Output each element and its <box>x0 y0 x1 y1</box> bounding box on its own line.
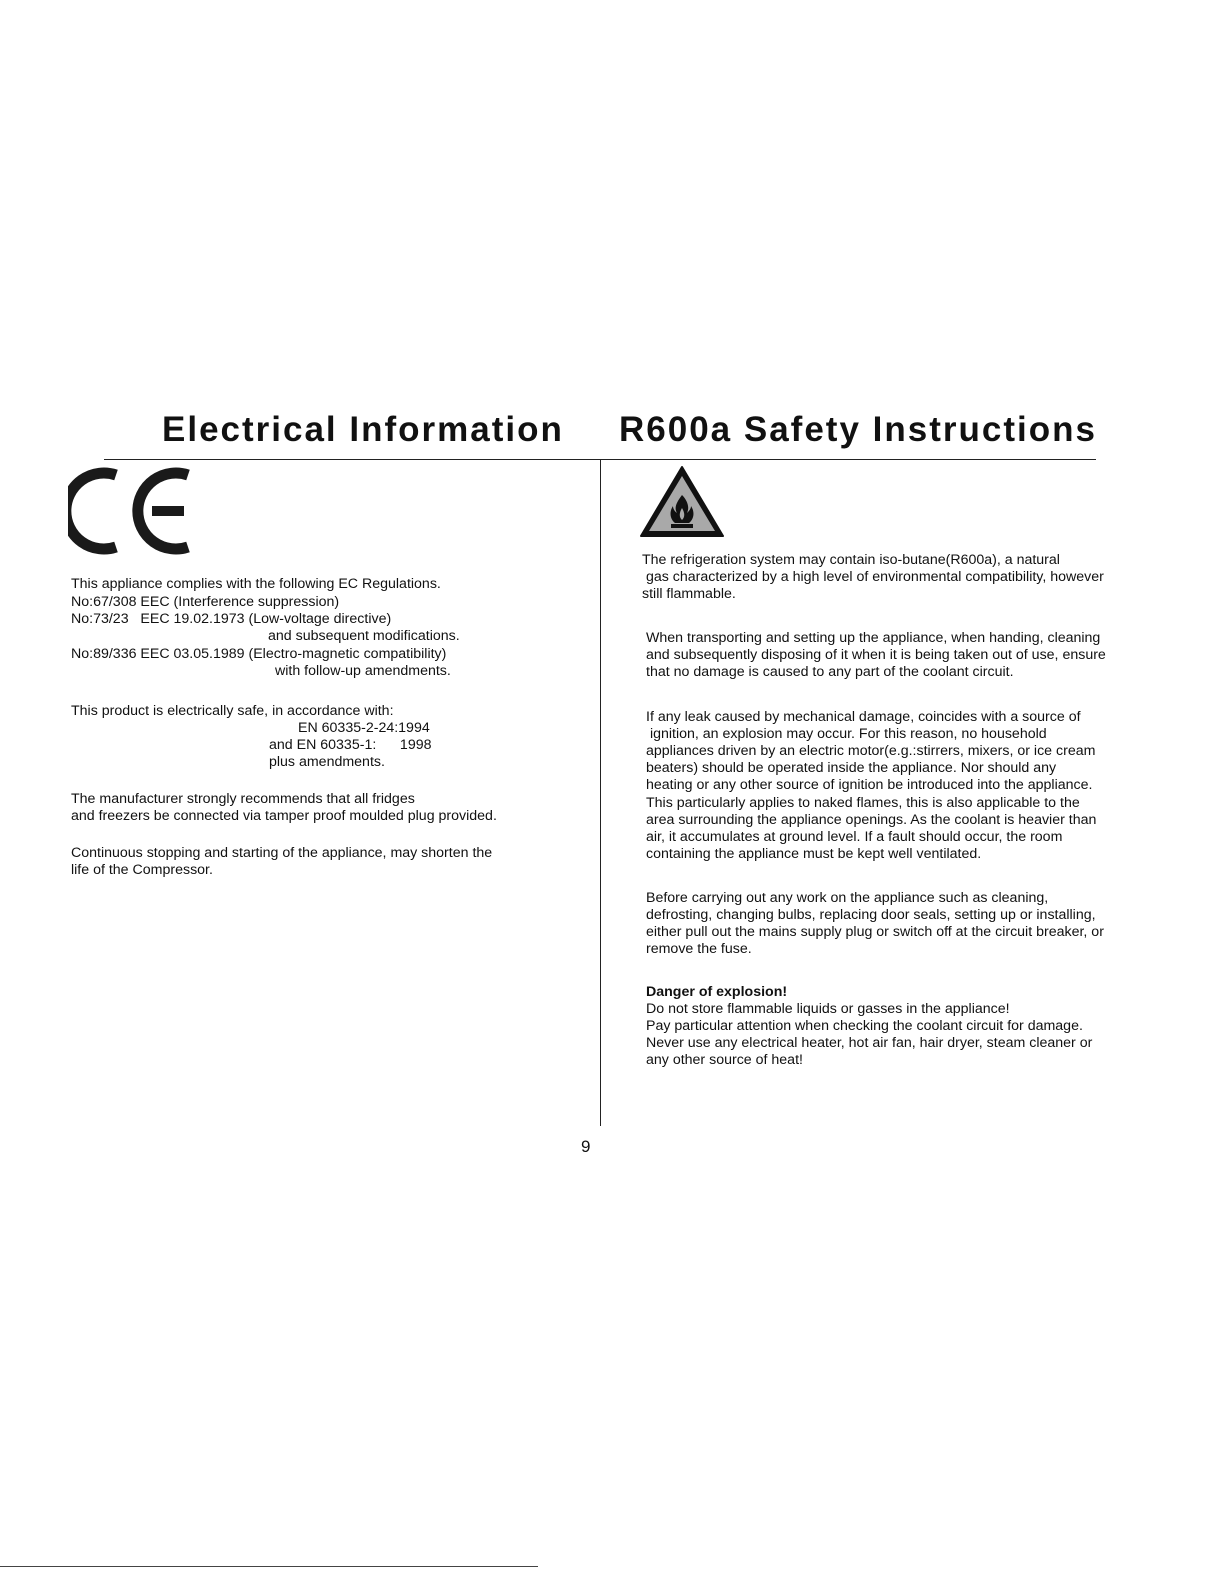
right-line: This particularly applies to naked flames, this is also applicable to the <box>646 795 1080 811</box>
left-line: This product is electrically safe, in accordance with: <box>71 703 394 719</box>
right-line: either pull out the mains supply plug or switch off at the circuit breaker, or <box>646 924 1104 940</box>
left-line: and EN 60335-1: 1998 <box>269 737 432 753</box>
right-line: heating or any other source of ignition be introduced into the appliance. <box>646 777 1093 793</box>
left-line: and freezers be connected via tamper proof moulded plug provided. <box>71 808 497 824</box>
left-line: No:73/23 EEC 19.02.1973 (Low-voltage directive) <box>71 611 392 627</box>
right-line: Before carrying out any work on the appliance such as cleaning, <box>646 890 1049 906</box>
left-line: with follow-up amendments. <box>275 663 451 679</box>
right-line: The refrigeration system may contain iso-butane(R600a), a natural <box>642 552 1060 568</box>
left-line: plus amendments. <box>269 754 385 770</box>
right-line: still flammable. <box>642 586 736 602</box>
left-line: EN 60335-2-24:1994 <box>298 720 430 736</box>
right-line: area surrounding the appliance openings. As the coolant is heavier than <box>646 812 1097 828</box>
ce-mark-icon <box>68 465 194 557</box>
right-line: gas characterized by a high level of environmental compatibility, however <box>642 569 1104 585</box>
right-line: any other source of heat! <box>646 1052 803 1068</box>
page-number: 9 <box>581 1137 591 1156</box>
heading-electrical-information: Electrical Information <box>162 410 564 449</box>
left-line: The manufacturer strongly recommends that all fridges <box>71 791 415 807</box>
right-line: Do not store flammable liquids or gasses in the appliance! <box>646 1001 1010 1017</box>
right-line: beaters) should be operated inside the appliance. Nor should any <box>646 760 1057 776</box>
left-line: and subsequent modifications. <box>268 628 460 644</box>
right-line: air, it accumulates at ground level. If a fault should occur, the room <box>646 829 1063 845</box>
right-line: If any leak caused by mechanical damage, coincides with a source of <box>646 709 1081 725</box>
right-line: that no damage is caused to any part of the coolant circuit. <box>646 664 1014 680</box>
right-line: containing the appliance must be kept well ventilated. <box>646 846 982 862</box>
footer-divider <box>0 1566 538 1567</box>
left-line: life of the Compressor. <box>71 862 213 878</box>
right-line: defrosting, changing bulbs, replacing door seals, setting up or installing, <box>646 907 1096 923</box>
heading-r600a-safety: R600a Safety Instructions <box>619 410 1097 449</box>
danger-title: Danger of explosion! <box>646 984 788 1000</box>
right-line: Pay particular attention when checking the coolant circuit for damage. <box>646 1018 1083 1034</box>
right-line: ignition, an explosion may occur. For this reason, no household <box>646 726 1047 742</box>
left-line: This appliance complies with the following EC Regulations. <box>71 576 441 592</box>
right-line: Never use any electrical heater, hot air fan, hair dryer, steam cleaner or <box>646 1035 1093 1051</box>
right-line: remove the fuse. <box>646 941 752 957</box>
right-line: When transporting and setting up the appliance, when handing, cleaning <box>646 630 1101 646</box>
right-line: appliances driven by an electric motor(e.g.:stirrers, mixers, or ice cream <box>646 743 1096 759</box>
column-divider <box>600 460 601 1126</box>
flammable-warning-icon <box>638 463 726 539</box>
right-line: and subsequently disposing of it when it is being taken out of use, ensure <box>646 647 1106 663</box>
left-line: No:67/308 EEC (Interference suppression) <box>71 594 340 610</box>
left-line: Continuous stopping and starting of the appliance, may shorten the <box>71 845 493 861</box>
left-line: No:89/336 EEC 03.05.1989 (Electro-magnetic compatibility) <box>71 646 447 662</box>
